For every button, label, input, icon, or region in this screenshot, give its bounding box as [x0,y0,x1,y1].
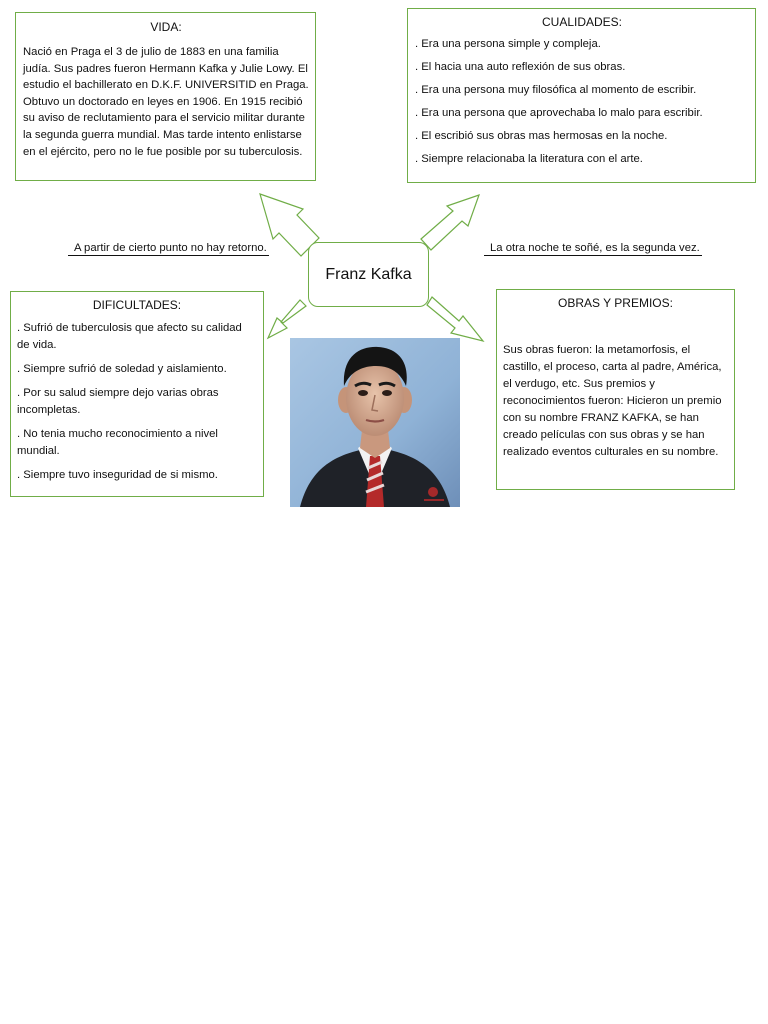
dificultades-item: . Por su salud siempre dejo varias obras incompletas. [17,386,219,416]
cualidades-item: . El escribió sus obras mas hermosas en la noche. [415,129,668,142]
vida-title: VIDA: [150,20,182,34]
cualidades-box [407,8,756,183]
cualidades-title: CUALIDADES: [541,15,623,29]
dificultades-box [10,291,264,497]
portrait-photo [290,338,460,507]
arrow-to-dificultades [268,300,306,338]
dificultades-item: . Sufrió de tuberculosis que afecto su calidad de vida. [17,322,242,351]
obras-text: Sus obras fueron: la metamorfosis, el castillo, el proceso, carta al padre, América, el verdugo, etc. Sus premios y reconocimientos fueron: Hicieron un premio con su nombre FRANZ KAFKA, se han creado películas con sus obras y se han realizado eventos culturales en su nombre. [503,344,722,458]
obras-title: OBRAS Y PREMIOS: [558,296,673,310]
arrow-to-cualidades [421,195,479,250]
vida-text: Nació en Praga el 3 de julio de 1883 en una familia judía. Sus padres fueron Hermann Kafka y Julie Lowy. El estudio el bachillerato en D.K.F. UNIVERSITID en Praga. Obtuvo un doctorado en leyes en 1906. En 1915 recibió su aviso de reclutamiento para el servicio militar durante la segunda guerra mundial. Mas tarde intento enlistarse en el ejército, pero no le fue posible por su tuberculosis. [23,46,309,158]
obras-box [496,289,735,490]
quote-left: A partir de cierto punto no hay retorno. [68,242,269,256]
cualidades-item: . Era una persona muy filosófica al momento de escribir. [415,83,697,96]
cualidades-item: . Era una persona que aprovechaba lo malo para escribir. [415,106,703,119]
dificultades-item: . Siempre sufrió de soledad y aislamiento. [17,362,227,375]
quote-right: La otra noche te soñé, es la segunda vez. [484,242,702,256]
dificultades-item: . No tenia mucho reconocimiento a nivel mundial. [17,427,218,457]
cualidades-item: . Siempre relacionaba la literatura con el arte. [415,152,643,165]
cualidades-item: . El hacia una auto reflexión de sus obras. [415,60,626,73]
cualidades-item: . Era una persona simple y compleja. [415,38,601,50]
dificultades-title: DIFICULTADES: [92,298,182,312]
dificultades-item: . Siempre tuvo inseguridad de si mismo. [17,468,218,481]
arrow-to-obras [427,297,483,341]
central-node [308,242,429,307]
central-node-label: Franz Kafka [325,265,412,283]
vida-box [15,12,316,181]
